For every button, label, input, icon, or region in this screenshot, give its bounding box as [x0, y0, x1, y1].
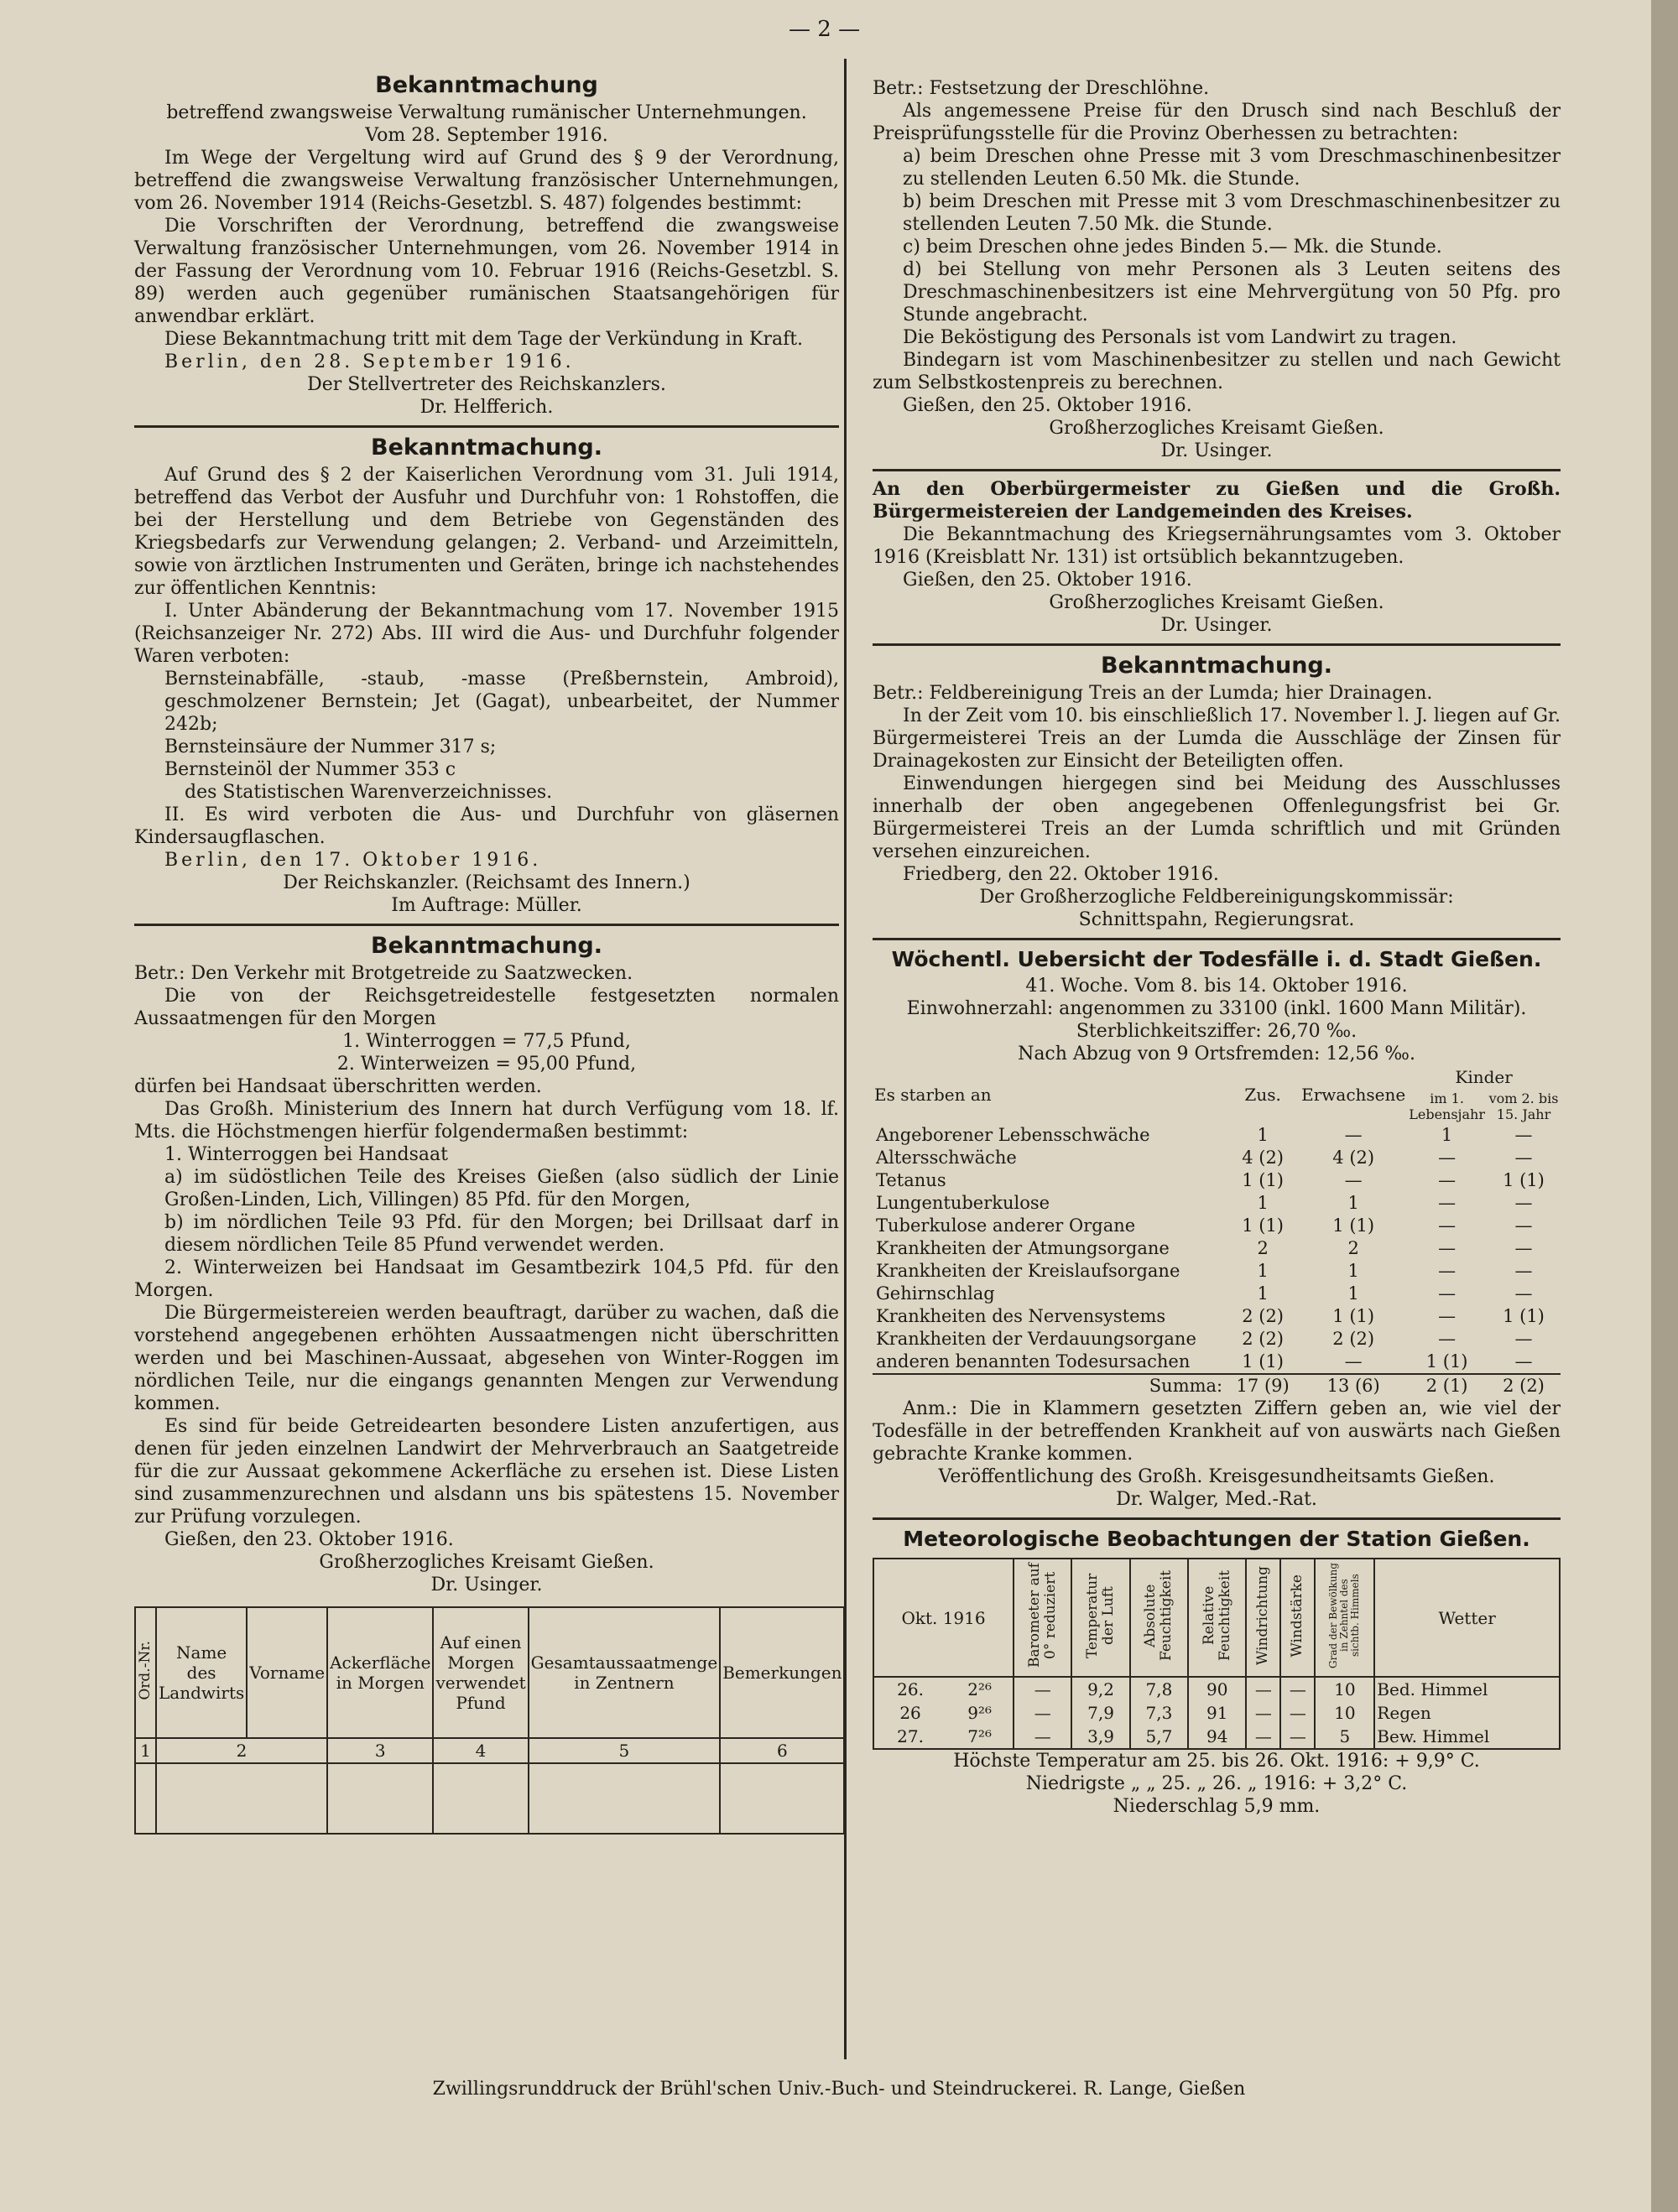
column-header: Name	[176, 1642, 227, 1663]
count-cell: —	[1514, 1148, 1533, 1168]
list-item: b) beim Dreschen mit Presse mit 3 vom Dreschmaschinenbesitzer zu stellenden Leuten 7.50 Mk. die Stunde.	[903, 191, 1561, 235]
count-cell: —	[1438, 1261, 1457, 1281]
weather-cell: 10	[1315, 1701, 1374, 1725]
column-header: Windstärke	[1289, 1574, 1306, 1658]
count-cell: 1	[1347, 1261, 1359, 1281]
column-number: 1	[135, 1738, 156, 1763]
column-header: Relative Feuchtigkeit	[1200, 1569, 1233, 1662]
cause-cell: Lungentuberkulose	[876, 1193, 1050, 1213]
weather-cell: 9,2	[1071, 1677, 1129, 1701]
weather-cell: 94	[1188, 1725, 1246, 1749]
count-cell: —	[1438, 1329, 1457, 1349]
page-number: — 2 —	[789, 17, 861, 42]
cause-cell: Krankheiten der Kreislaufsorgane	[876, 1261, 1180, 1281]
list-item: b) im nördlichen Teile 93 Pfd. für den Morgen; bei Drillsaat darf in diesem nördlichen Teile 85 Pfund verwendet werden.	[164, 1212, 839, 1256]
table-row	[873, 1169, 1561, 1192]
list-item: Bernsteinsäure der Nummer 317 s;	[164, 736, 497, 757]
separator	[134, 425, 839, 428]
count-cell: 1 (1)	[1332, 1215, 1375, 1236]
right-column	[873, 77, 1561, 1824]
weather-cell: 5	[1315, 1725, 1374, 1749]
sum-label: Summa:	[873, 1374, 1226, 1397]
count-cell: 2	[1347, 1238, 1359, 1258]
column-number: 4	[433, 1738, 528, 1763]
list-item: Bernsteinöl der Nummer 353 c	[164, 759, 456, 780]
count-cell: 1	[1257, 1261, 1269, 1281]
cause-cell: Gehirnschlag	[876, 1283, 995, 1304]
weather-cell: 10	[1315, 1677, 1374, 1701]
weather-cell: —	[1280, 1725, 1315, 1749]
paragraph: In der Zeit vom 10. bis einschließlich 17. November l. J. liegen auf Gr. Bürgermeisterei Treis an der Lumda die Ausschläge der Zinsen für Drainagekosten zur Einsicht der Beteiligten offen.	[873, 705, 1561, 772]
count-cell: —	[1438, 1148, 1457, 1168]
signature-title: Großherzogliches Kreisamt Gießen.	[1049, 592, 1384, 613]
weather-observations	[873, 1527, 1561, 1818]
count-cell: —	[1344, 1125, 1363, 1145]
weather-cell: 5,7	[1130, 1725, 1188, 1749]
signature-title: Großherzogliches Kreisamt Gießen.	[319, 1552, 654, 1573]
page-edge	[1651, 0, 1678, 2212]
count-cell: 1	[1257, 1283, 1269, 1304]
count-cell: 1 (1)	[1503, 1306, 1545, 1326]
sum-row	[873, 1374, 1561, 1397]
notice-title: An den Oberbürgermeister zu Gießen und die Großh. Bürgermeistereien der Landgemeinden des Kreises.	[873, 478, 1561, 523]
place-date: Gießen, den 23. Oktober 1916.	[164, 1529, 454, 1550]
weather-cell: 9²⁶	[946, 1701, 1014, 1725]
column-header: vom 2. bis 15. Jahr	[1488, 1090, 1559, 1122]
paragraph: Die Bürgermeistereien werden beauftragt, darüber zu wachen, daß die vorstehend angegebenen erhöhten Aussaatmengen nicht überschritten werden und bei Maschinen-Aussaat, abgesehen von Winter-Roggen im nördlichen Teile, nur die eingangs genannten Mengen zur Verwendung kommen.	[134, 1303, 839, 1414]
count-cell: —	[1514, 1351, 1533, 1371]
paragraph: II. Es wird verboten die Aus- und Durchfuhr von gläsernen Kindersaugflaschen.	[134, 804, 839, 848]
paragraph: Als angemessene Preise für den Drusch sind nach Beschluß der Preisprüfungsstelle für die Provinz Oberhessen zu betrachten:	[873, 101, 1561, 144]
subject-line: Betr.: Feldbereinigung Treis an der Lumda; hier Drainagen.	[873, 683, 1433, 704]
place-date: Berlin, den 28. September 1916.	[164, 351, 575, 372]
count-cell: 2 (2)	[1242, 1306, 1285, 1326]
list-item: 2. Winterweizen bei Handsaat im Gesamtbezirk 104,5 Pfd. für den Morgen.	[134, 1257, 839, 1301]
sum-cell: 17 (9)	[1226, 1374, 1300, 1397]
stat-line: 41. Woche. Vom 8. bis 14. Oktober 1916.	[1025, 976, 1408, 997]
count-cell: —	[1514, 1238, 1533, 1258]
count-cell: 1 (1)	[1332, 1306, 1375, 1326]
weather-cell: —	[1246, 1725, 1280, 1749]
place-date: Gießen, den 25. Oktober 1916.	[903, 395, 1192, 416]
weather-cell: —	[1246, 1677, 1280, 1701]
blank-row	[135, 1763, 844, 1834]
notice-threshing-wages	[873, 77, 1561, 462]
notice-title: Bekanntmachung.	[370, 435, 603, 461]
column-header: Kinder	[1455, 1067, 1513, 1087]
signature-name: Schnittspahn, Regierungsrat.	[1078, 909, 1355, 930]
notice-export-ban	[134, 435, 839, 917]
weather-cell: —	[1014, 1701, 1071, 1725]
table-row	[873, 1147, 1561, 1169]
weather-cell: 90	[1188, 1677, 1246, 1701]
column-header: Landwirts	[159, 1683, 245, 1703]
column-header: Es starben an	[874, 1085, 992, 1105]
count-cell: 1 (1)	[1242, 1170, 1285, 1190]
cause-cell: Altersschwäche	[876, 1148, 1017, 1168]
annotation: Anm.: Die in Klammern gesetzten Ziffern geben an, wie viel der Todesfälle in der betreffenden Krankheit auf von auswärts nach Gießen gebrachte Kranke kommen.	[873, 1398, 1561, 1465]
weather-cell: 2²⁶	[946, 1677, 1014, 1701]
cause-cell: Tetanus	[876, 1170, 946, 1190]
column-header: Ackerfläche in Morgen	[327, 1607, 433, 1738]
table-row	[873, 1237, 1561, 1260]
table-row	[873, 1351, 1561, 1374]
count-cell: —	[1344, 1351, 1363, 1371]
death-statistics	[873, 947, 1561, 1511]
sum-cell: 2 (2)	[1487, 1374, 1561, 1397]
column-header: Zus.	[1244, 1085, 1281, 1105]
list-item: des Statistischen Warenverzeichnisses.	[185, 782, 553, 803]
column-header: Erwachsene	[1301, 1085, 1406, 1105]
cause-cell: Angeborener Lebensschwäche	[876, 1125, 1150, 1145]
stat-line: Nach Abzug von 9 Ortsfremden: 12,56 ‰.	[1018, 1044, 1415, 1064]
table-row	[873, 1260, 1561, 1283]
separator	[873, 643, 1561, 646]
count-cell: —	[1438, 1283, 1457, 1304]
signature-name: Dr. Usinger.	[430, 1574, 543, 1595]
column-header: Windrichtung	[1254, 1565, 1272, 1666]
paragraph: I. Unter Abänderung der Bekanntmachung vom 17. November 1915 (Reichsanzeiger Nr. 272) Abs. III wird die Aus- und Durchfuhr folgender Waren verboten:	[134, 601, 839, 667]
table-row	[873, 1328, 1561, 1351]
paragraph: Diese Bekanntmachung tritt mit dem Tage der Verkündung in Kraft.	[164, 329, 804, 350]
list-item: 1. Winterroggen bei Handsaat	[164, 1144, 448, 1165]
cause-cell: Krankheiten der Verdauungsorgane	[876, 1329, 1196, 1349]
separator	[873, 1517, 1561, 1520]
paragraph: Auf Grund des § 2 der Kaiserlichen Verordnung vom 31. Juli 1914, betreffend das Verbot der Ausfuhr und Durchfuhr von: 1 Rohstoffen, die bei der Herstellung und dem Betriebe von Gegenständen des Kriegsbedarfs zur Verwendung gelangen; 2. Verband- und Arzeimitteln, sowie von ärztlichen Instrumenten und Geräten, bringe ich nachstehendes zur öffentlichen Kenntnis:	[134, 465, 839, 599]
list-item: c) beim Dreschen ohne jedes Binden 5.— Mk. die Stunde.	[903, 237, 1442, 258]
count-cell: 1	[1441, 1125, 1453, 1145]
column-header: im 1. Lebensjahr	[1409, 1090, 1486, 1122]
count-cell: —	[1438, 1170, 1457, 1190]
column-header: Bemerkungen	[720, 1607, 844, 1738]
weather-cell: 7,9	[1071, 1701, 1129, 1725]
cause-cell: Krankheiten des Nervensystems	[876, 1306, 1166, 1326]
signature-name: Dr. Usinger.	[1160, 615, 1273, 636]
notice-title: Bekanntmachung.	[370, 933, 603, 959]
column-number: 6	[720, 1738, 844, 1763]
cause-cell: anderen benannten Todesursachen	[876, 1351, 1191, 1371]
signature-title: Der Reichskanzler. (Reichsamt des Innern.)	[283, 872, 690, 893]
death-table	[873, 1065, 1561, 1397]
notice-mayors	[873, 478, 1561, 637]
count-cell: 2	[1257, 1238, 1269, 1258]
signature-title: Großherzogliches Kreisamt Gießen.	[1049, 418, 1384, 439]
column-number: 3	[327, 1738, 433, 1763]
weather-cell: —	[1014, 1677, 1071, 1701]
publication-line: Veröffentlichung des Großh. Kreisgesundheitsamts Gießen.	[938, 1466, 1495, 1487]
weather-cell: 26.	[897, 1679, 924, 1699]
weather-cell: 27.	[897, 1726, 924, 1746]
table-row	[873, 1192, 1561, 1215]
signature-name: Im Auftrage: Müller.	[391, 895, 582, 916]
column-header: Wetter	[1374, 1559, 1560, 1677]
count-cell: 1	[1347, 1283, 1359, 1304]
paragraph: Die Bekanntmachung des Kriegsernährungsamtes vom 3. Oktober 1916 (Kreisblatt Nr. 131) ist ortsüblich bekanntzugeben.	[873, 524, 1561, 568]
seed-list-form-table	[134, 1606, 845, 1835]
signature-name: Dr. Walger, Med.-Rat.	[1116, 1489, 1317, 1510]
notice-title: Bekanntmachung	[375, 72, 598, 98]
signature-name: Dr. Helfferich.	[420, 397, 554, 418]
count-cell: 2 (2)	[1242, 1329, 1285, 1349]
list-item: a) beim Dreschen ohne Presse mit 3 vom Dreschmaschinenbesitzer zu stellenden Leuten 6.50 Mk. die Stunde.	[903, 146, 1561, 190]
weather-cell: Bew. Himmel	[1377, 1726, 1490, 1746]
weather-cell: —	[1280, 1701, 1315, 1725]
column-header: Okt. 1916	[873, 1559, 1014, 1677]
weather-summary: Niedrigste „ „ 25. „ 26. „ 1916: + 3,2° C.	[1025, 1773, 1408, 1794]
weather-cell: 3,9	[1071, 1725, 1129, 1749]
count-cell: —	[1438, 1238, 1457, 1258]
column-number: 2	[156, 1738, 327, 1763]
count-cell: 1 (1)	[1425, 1351, 1468, 1371]
weather-cell: Regen	[1377, 1703, 1431, 1723]
count-cell: —	[1514, 1193, 1533, 1213]
count-cell: —	[1514, 1215, 1533, 1236]
signature-name: Dr. Usinger.	[1160, 440, 1273, 461]
place-date: Friedberg, den 22. Oktober 1916.	[903, 864, 1219, 885]
list-item: a) im südöstlichen Teile des Kreises Gießen (also südlich der Linie Großen-Linden, Lich, Villingen) 85 Pfd. für den Morgen,	[164, 1167, 839, 1210]
notice-romanian-enterprises	[134, 72, 839, 419]
notice-land-consolidation	[873, 653, 1561, 931]
weather-cell: 26	[899, 1703, 921, 1723]
paragraph: Einwendungen hiergegen sind bei Meidung des Ausschlusses innerhalb der oben angegebenen Offenlegungsfrist bei Gr. Bürgermeisterei Treis an der Lumda schriftlich und mit Gründen versehen einzureichen.	[873, 773, 1561, 862]
count-cell: —	[1514, 1261, 1533, 1281]
subject-line: Betr.: Festsetzung der Dreschlöhne.	[873, 78, 1210, 99]
column-header: Absolute Feuchtigkeit	[1142, 1569, 1175, 1662]
place-date: Berlin, den 17. Oktober 1916.	[164, 850, 542, 871]
column-header: Gesamtaussaatmenge in Zentnern	[529, 1607, 721, 1738]
place-date: Gießen, den 25. Oktober 1916.	[903, 570, 1192, 591]
count-cell: —	[1438, 1215, 1457, 1236]
table-row	[873, 1283, 1561, 1305]
stat-line: Sterblichkeitsziffer: 26,70 ‰.	[1076, 1021, 1358, 1042]
weather-cell: —	[1014, 1725, 1071, 1749]
table-row	[873, 1701, 1560, 1725]
sum-cell: 13 (6)	[1300, 1374, 1407, 1397]
separator	[134, 924, 839, 926]
separator	[873, 938, 1561, 940]
notice-date-line: Vom 28. September 1916.	[365, 125, 608, 146]
table-row	[873, 1215, 1561, 1237]
column-header: des	[186, 1663, 216, 1683]
weather-table	[873, 1558, 1561, 1750]
printer-imprint: Zwillingsrunddruck der Brühl'schen Univ.-Buch- und Steindruckerei. R. Lange, Gießen	[432, 2079, 1246, 2100]
paragraph: dürfen bei Handsaat überschritten werden.	[134, 1076, 542, 1097]
statistics-title: Wöchentl. Uebersicht der Todesfälle i. d. Stadt Gießen.	[891, 947, 1542, 971]
count-cell: —	[1514, 1283, 1533, 1304]
stat-line: Einwohnerzahl: angenommen zu 33100 (inkl. 1600 Mann Militär).	[906, 998, 1527, 1019]
weather-cell: 91	[1188, 1701, 1246, 1725]
notice-subtitle: betreffend zwangsweise Verwaltung rumänischer Unternehmungen.	[166, 102, 807, 123]
cause-cell: Krankheiten der Atmungsorgane	[876, 1238, 1170, 1258]
count-cell: 2 (2)	[1332, 1329, 1375, 1349]
cause-cell: Tuberkulose anderer Organe	[876, 1215, 1136, 1236]
count-cell: —	[1344, 1170, 1363, 1190]
signature-title: Der Großherzogliche Feldbereinigungskommissär:	[979, 887, 1454, 908]
table-row	[873, 1677, 1560, 1701]
paragraph: Die Beköstigung des Personals ist vom Landwirt zu tragen.	[903, 327, 1457, 348]
count-cell: —	[1438, 1193, 1457, 1213]
count-cell: —	[1514, 1125, 1533, 1145]
weather-cell: 7,3	[1130, 1701, 1188, 1725]
separator	[873, 469, 1561, 471]
weather-summary: Höchste Temperatur am 25. bis 26. Okt. 1916: + 9,9° C.	[953, 1751, 1480, 1772]
weather-cell: 7²⁶	[946, 1725, 1014, 1749]
weather-cell: 7,8	[1130, 1677, 1188, 1701]
table-row	[873, 1305, 1561, 1328]
column-number: 5	[529, 1738, 721, 1763]
left-column	[134, 67, 842, 1835]
column-header: Temperatur der Luft	[1084, 1573, 1118, 1658]
notice-title: Bekanntmachung.	[1100, 653, 1333, 679]
subject-line: Betr.: Den Verkehr mit Brotgetreide zu Saatzwecken.	[134, 963, 633, 984]
count-cell: 1 (1)	[1242, 1215, 1285, 1236]
column-header: Grad der Bewölkung in Zehntel des sichtb. Himmels	[1327, 1563, 1362, 1668]
notice-seed-grain	[134, 933, 839, 1596]
paragraph: Im Wege der Vergeltung wird auf Grund des § 9 der Verordnung, betreffend die zwangsweise Verwaltung französischer Unternehmungen, vom 26. November 1914 (Reichs-Gesetzbl. S. 487) folgendes bestimmt:	[134, 148, 839, 214]
column-header: Auf einen Morgen verwendet Pfund	[433, 1607, 528, 1738]
quantity-line: 1. Winterroggen = 77,5 Pfund,	[342, 1031, 631, 1052]
paragraph: Das Großh. Ministerium des Innern hat durch Verfügung vom 18. lf. Mts. die Höchstmengen hierfür folgendermaßen bestimmt:	[134, 1099, 839, 1142]
table-row	[873, 1725, 1560, 1749]
count-cell: 1	[1257, 1193, 1269, 1213]
paragraph: Die von der Reichsgetreidestelle festgesetzten normalen Aussaatmengen für den Morgen	[134, 986, 839, 1029]
quantity-line: 2. Winterweizen = 95,00 Pfund,	[336, 1054, 637, 1075]
count-cell: 1 (1)	[1242, 1351, 1285, 1371]
list-item: Bernsteinabfälle, -staub, -masse (Preßbernstein, Ambroid), geschmolzener Bernstein; Jet (Gagat), unbearbeitet, der Nummer 242b;	[164, 669, 839, 735]
count-cell: —	[1514, 1329, 1533, 1349]
count-cell: 1	[1257, 1125, 1269, 1145]
column-header: Ord.-Nr.	[137, 1641, 154, 1700]
signature-title: Der Stellvertreter des Reichskanzlers.	[307, 374, 666, 395]
column-header: Vorname	[247, 1607, 327, 1738]
weather-title: Meteorologische Beobachtungen der Station Gießen.	[903, 1527, 1530, 1551]
column-header: Barometer auf 0° reduziert	[1025, 1563, 1059, 1668]
paragraph: Es sind für beide Getreidearten besondere Listen anzufertigen, aus denen für jeden einzelnen Landwirt der Mehrverbrauch an Saatgetreide für die zur Aussaat gekommene Ackerfläche zu ersehen ist. Diese Listen sind zusammenzurechnen und alsdann uns bis spätestens 15. November zur Prüfung vorzulegen.	[134, 1416, 839, 1528]
count-cell: 1	[1347, 1193, 1359, 1213]
paragraph: Bindegarn ist vom Maschinenbesitzer zu stellen und nach Gewicht zum Selbstkostenpreis zu berechnen.	[873, 350, 1561, 393]
count-cell: 4 (2)	[1242, 1148, 1285, 1168]
list-item: d) bei Stellung von mehr Personen als 3 Leuten seitens des Dreschmaschinenbesitzers ist eine Mehrvergütung von 50 Pfg. pro Stunde angebracht.	[903, 259, 1561, 325]
count-cell: —	[1438, 1306, 1457, 1326]
weather-cell: Bed. Himmel	[1377, 1679, 1488, 1699]
count-cell: 4 (2)	[1332, 1148, 1375, 1168]
weather-cell: —	[1280, 1677, 1315, 1701]
sum-cell: 2 (1)	[1407, 1374, 1487, 1397]
count-cell: 1 (1)	[1503, 1170, 1545, 1190]
table-row	[873, 1124, 1561, 1147]
weather-summary: Niederschlag 5,9 mm.	[1113, 1796, 1321, 1817]
paragraph: Die Vorschriften der Verordnung, betreffend die zwangsweise Verwaltung französischer Unternehmungen, vom 26. November 1914 in der Fassung der Verordnung vom 10. Februar 1916 (Reichs-Gesetzbl. S. 89) werden auch gegenüber rumänischen Staatsangehörigen für anwendbar erklärt.	[134, 216, 839, 327]
weather-cell: —	[1246, 1701, 1280, 1725]
